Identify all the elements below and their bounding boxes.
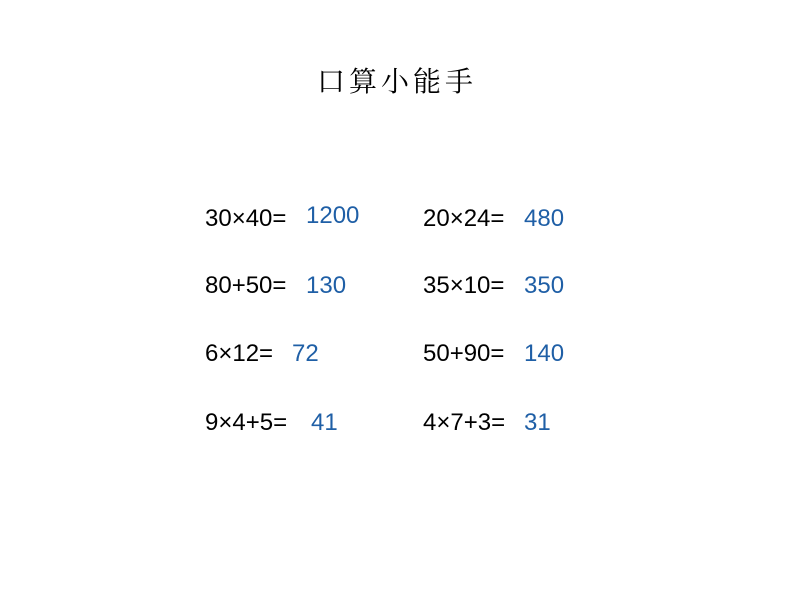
problem-answer: 480 xyxy=(524,205,565,232)
problem-answer: 140 xyxy=(524,340,565,367)
problem-answer: 41 xyxy=(311,409,338,436)
problem-expression: 20×24= xyxy=(423,205,505,232)
problem-expression: 30×40= xyxy=(205,205,287,232)
problem-answer: 72 xyxy=(292,340,319,367)
problem-expression: 80+50= xyxy=(205,272,287,299)
problem-expression: 50+90= xyxy=(423,340,505,367)
problem-expression: 4×7+3= xyxy=(423,409,506,436)
page-title: 口算小能手 xyxy=(316,65,477,98)
problem-expression: 9×4+5= xyxy=(205,409,288,436)
problem-expression: 35×10= xyxy=(423,272,505,299)
problem-answer: 1200 xyxy=(306,202,360,229)
problem-expression: 6×12= xyxy=(205,340,274,367)
problem-answer: 31 xyxy=(524,409,551,436)
problem-answer: 350 xyxy=(524,272,565,299)
problem-answer: 130 xyxy=(306,272,347,299)
